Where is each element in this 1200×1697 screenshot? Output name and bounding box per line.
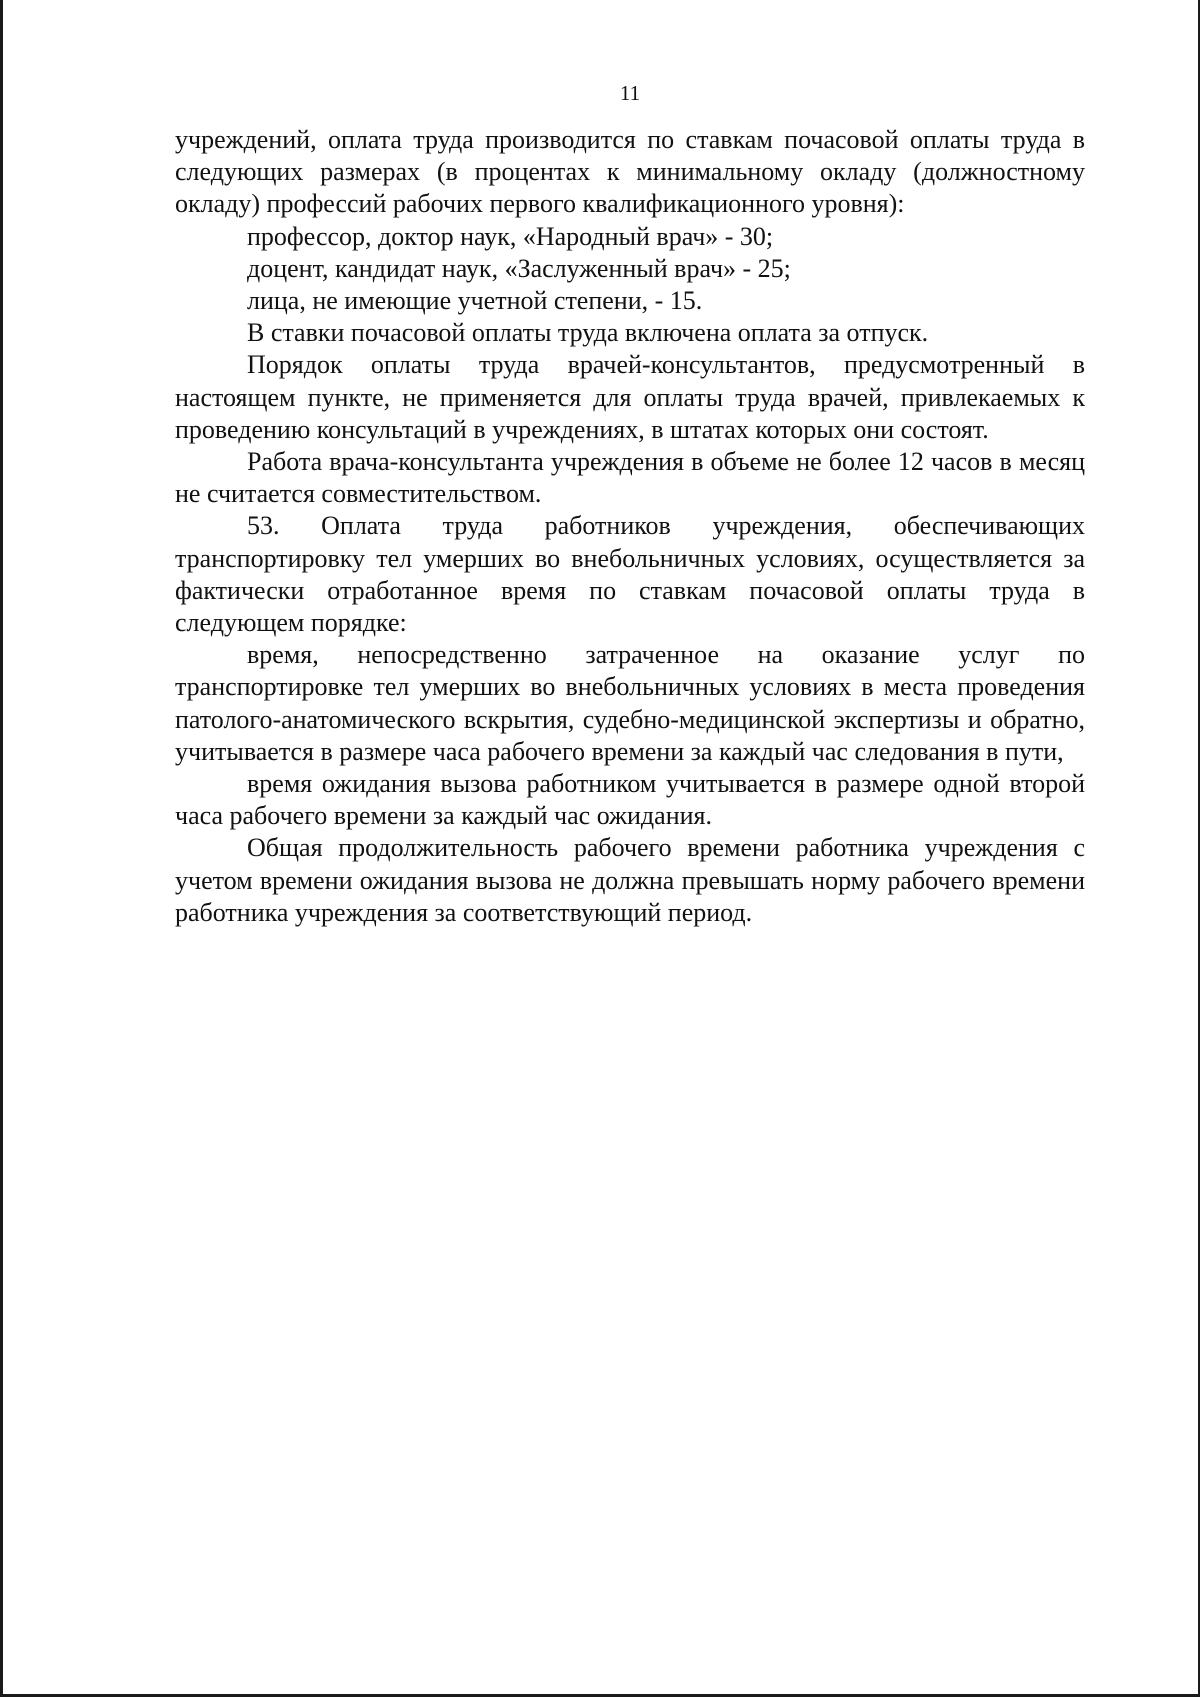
paragraph-waiting-time: время ожидания вызова работником учитывается в размере одной второй часа рабочего времени за каждый час ожидания. <box>175 769 1085 831</box>
scan-border-left <box>0 0 3 1697</box>
paragraph-vacation-pay: В ставки почасовой оплаты труда включена оплата за отпуск. <box>247 318 929 348</box>
paragraph-continuation: учреждений, оплата труда производится по ставкам почасовой оплаты труда в следующих размерах (в процентах к минимальному окладу (должностному окладу) профессий рабочих первого квалификационного уровня): <box>175 125 1085 219</box>
paragraph-total-duration: Общая продолжительность рабочего времени работника учреждения с учетом времени ожидания вызова не должна превышать норму рабочего времени работника учреждения за соответствующий период. <box>175 833 1085 927</box>
list-item-no-degree-rate: лица, не имеющие учетной степени, - 15. <box>247 286 703 316</box>
paragraph-consultant-hours: Работа врача-консультанта учреждения в объеме не более 12 часов в месяц не считается совместительством. <box>175 447 1085 509</box>
paragraph-clause-53: 53. Оплата труда работников учреждения, обеспечивающих транспортировку тел умерших во внебольничных условиях, осуществляется за фактически отработанное время по ставкам почасовой оплаты труда в следующем порядке: <box>175 511 1085 638</box>
page-number: 11 <box>619 81 641 105</box>
list-item-docent-rate: доцент, кандидат наук, «Заслуженный врач» - 25; <box>247 253 791 283</box>
paragraph-travel-time: время, непосредственно затраченное на оказание услуг по транспортировке тел умерших во внебольничных условиях в места проведения патолого-анатомического вскрытия, судебно-медицинской экспертизы и обратно, учитывается в размере часа рабочего времени за каждый час следования в пути, <box>175 640 1085 766</box>
paragraph-consultant-order: Порядок оплаты труда врачей-консультантов, предусмотренный в настоящем пункте, не применяется для оплаты труда врачей, привлекаемых к проведению консультаций в учреждениях, в штатах которых они состоят. <box>175 350 1085 444</box>
document-body <box>175 124 1085 929</box>
list-item-professor-rate: профессор, доктор наук, «Народный врач» - 30; <box>247 221 774 251</box>
